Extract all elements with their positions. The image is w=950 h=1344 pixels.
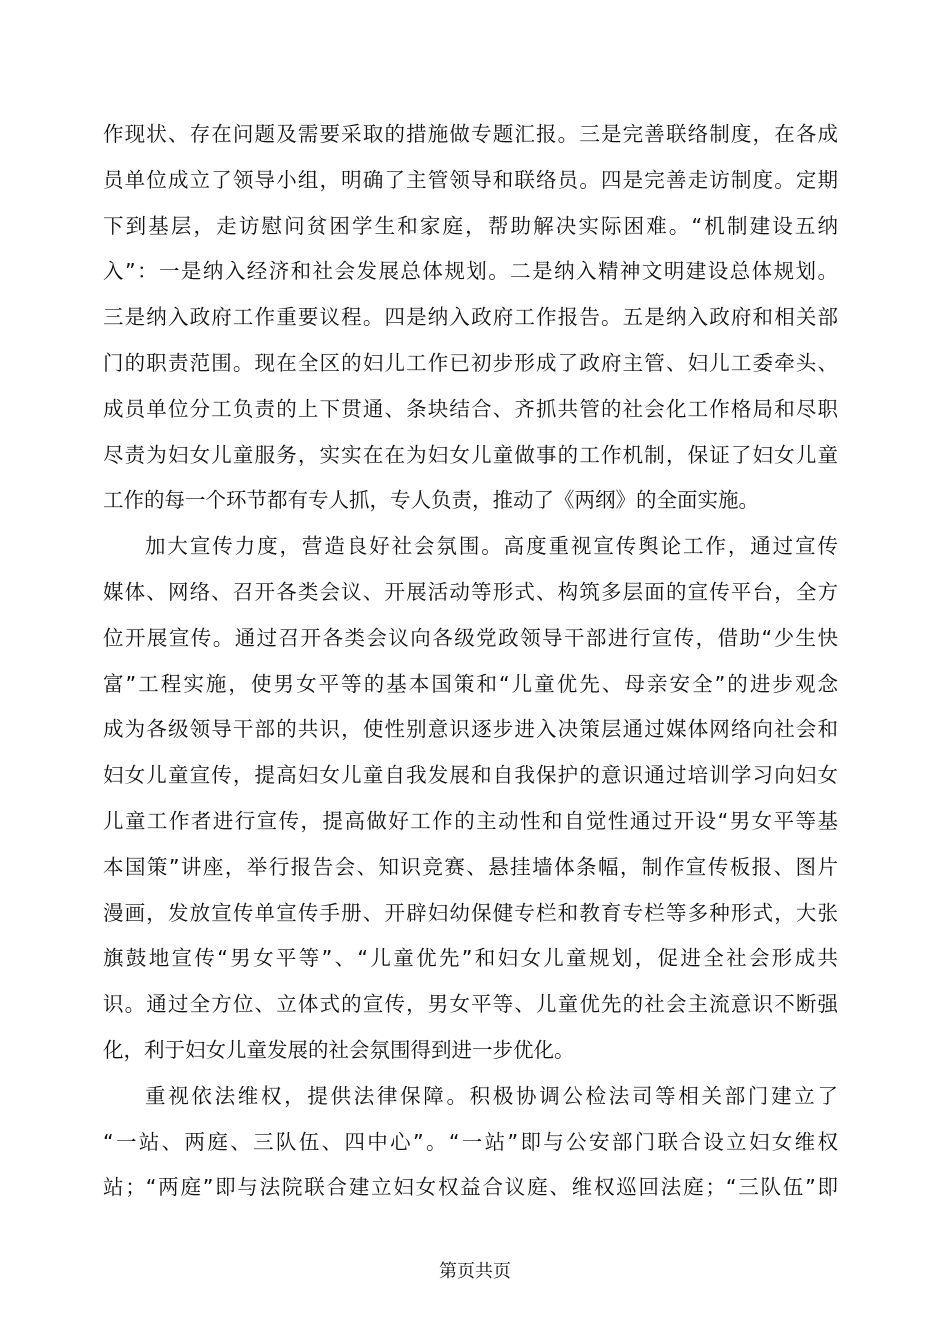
text-line: 下到基层，走访慰问贫困学生和家庭，帮助解决实际困难。“机制建设五纳 xyxy=(103,213,838,238)
paragraph-first-line: 加大宣传力度，营造良好社会氛围。高度重视宣传舆论工作，通过宣传 xyxy=(145,534,838,559)
body-text xyxy=(103,112,838,1211)
text-line: 尽责为妇女儿童服务，实实在在为妇女儿童做事的工作机制，保证了妇女儿童 xyxy=(103,442,838,467)
text-line: “一站、两庭、三队伍、四中心”。“一站”即与公安部门联合设立妇女维权 xyxy=(103,1129,838,1154)
text-line: 媒体、网络、召开各类会议、开展活动等形式、构筑多层面的宣传平台，全方 xyxy=(103,579,838,604)
text-line: 位开展宣传。通过召开各类会议向各级党政领导干部进行宣传，借助“少生快 xyxy=(103,625,838,650)
text-line: 旗鼓地宣传“男女平等”、“儿童优先”和妇女儿童规划，促进全社会形成共 xyxy=(103,946,838,971)
page-footer xyxy=(0,1260,950,1284)
text-line: 本国策”讲座，举行报告会、知识竞赛、悬挂墙体条幅，制作宣传板报、图片 xyxy=(103,854,838,879)
page-number-label: 第页共页 xyxy=(439,1261,511,1282)
text-line: 妇女儿童宣传，提高妇女儿童自我发展和自我保护的意识通过培训学习向妇女 xyxy=(103,763,838,788)
paragraph-end-line: 化，利于妇女儿童发展的社会氛围得到进一步优化。 xyxy=(103,1037,575,1062)
text-line: 入”：一是纳入经济和社会发展总体规划。二是纳入精神文明建设总体规划。 xyxy=(103,259,838,284)
text-line: 富”工程实施，使男女平等的基本国策和“儿童优先、母亲安全”的进步观念 xyxy=(103,671,838,696)
paragraph-end-line: 工作的每一个环节都有专人抓，专人负责，推动了《两纲》的全面实施。 xyxy=(103,488,759,513)
text-line: 识。通过全方位、立体式的宣传，男女平等、儿童优先的社会主流意识不断强 xyxy=(103,992,838,1017)
text-line: 漫画，发放宣传单宣传手册、开辟妇幼保健专栏和教育专栏等多种形式，大张 xyxy=(103,900,838,925)
paragraph-first-line: 重视依法维权，提供法律保障。积极协调公检法司等相关部门建立了 xyxy=(145,1083,838,1108)
text-line: 成为各级领导干部的共识，使性别意识逐步进入决策层通过媒体网络向社会和 xyxy=(103,717,838,742)
text-line: 站；“两庭”即与法院联合建立妇女权益合议庭、维权巡回法庭；“三队伍”即 xyxy=(103,1175,838,1200)
text-line: 三是纳入政府工作重要议程。四是纳入政府工作报告。五是纳入政府和相关部 xyxy=(103,305,838,330)
text-line: 儿童工作者进行宣传，提高做好工作的主动性和自觉性通过开设“男女平等基 xyxy=(103,808,838,833)
text-line: 作现状、存在问题及需要采取的措施做专题汇报。三是完善联络制度，在各成 xyxy=(103,122,838,146)
text-line: 员单位成立了领导小组，明确了主管领导和联络员。四是完善走访制度。定期 xyxy=(103,167,838,192)
text-line: 门的职责范围。现在全区的妇儿工作已初步形成了政府主管、妇儿工委牵头、 xyxy=(103,350,838,375)
text-line: 成员单位分工负责的上下贯通、条块结合、齐抓共管的社会化工作格局和尽职 xyxy=(103,396,838,421)
